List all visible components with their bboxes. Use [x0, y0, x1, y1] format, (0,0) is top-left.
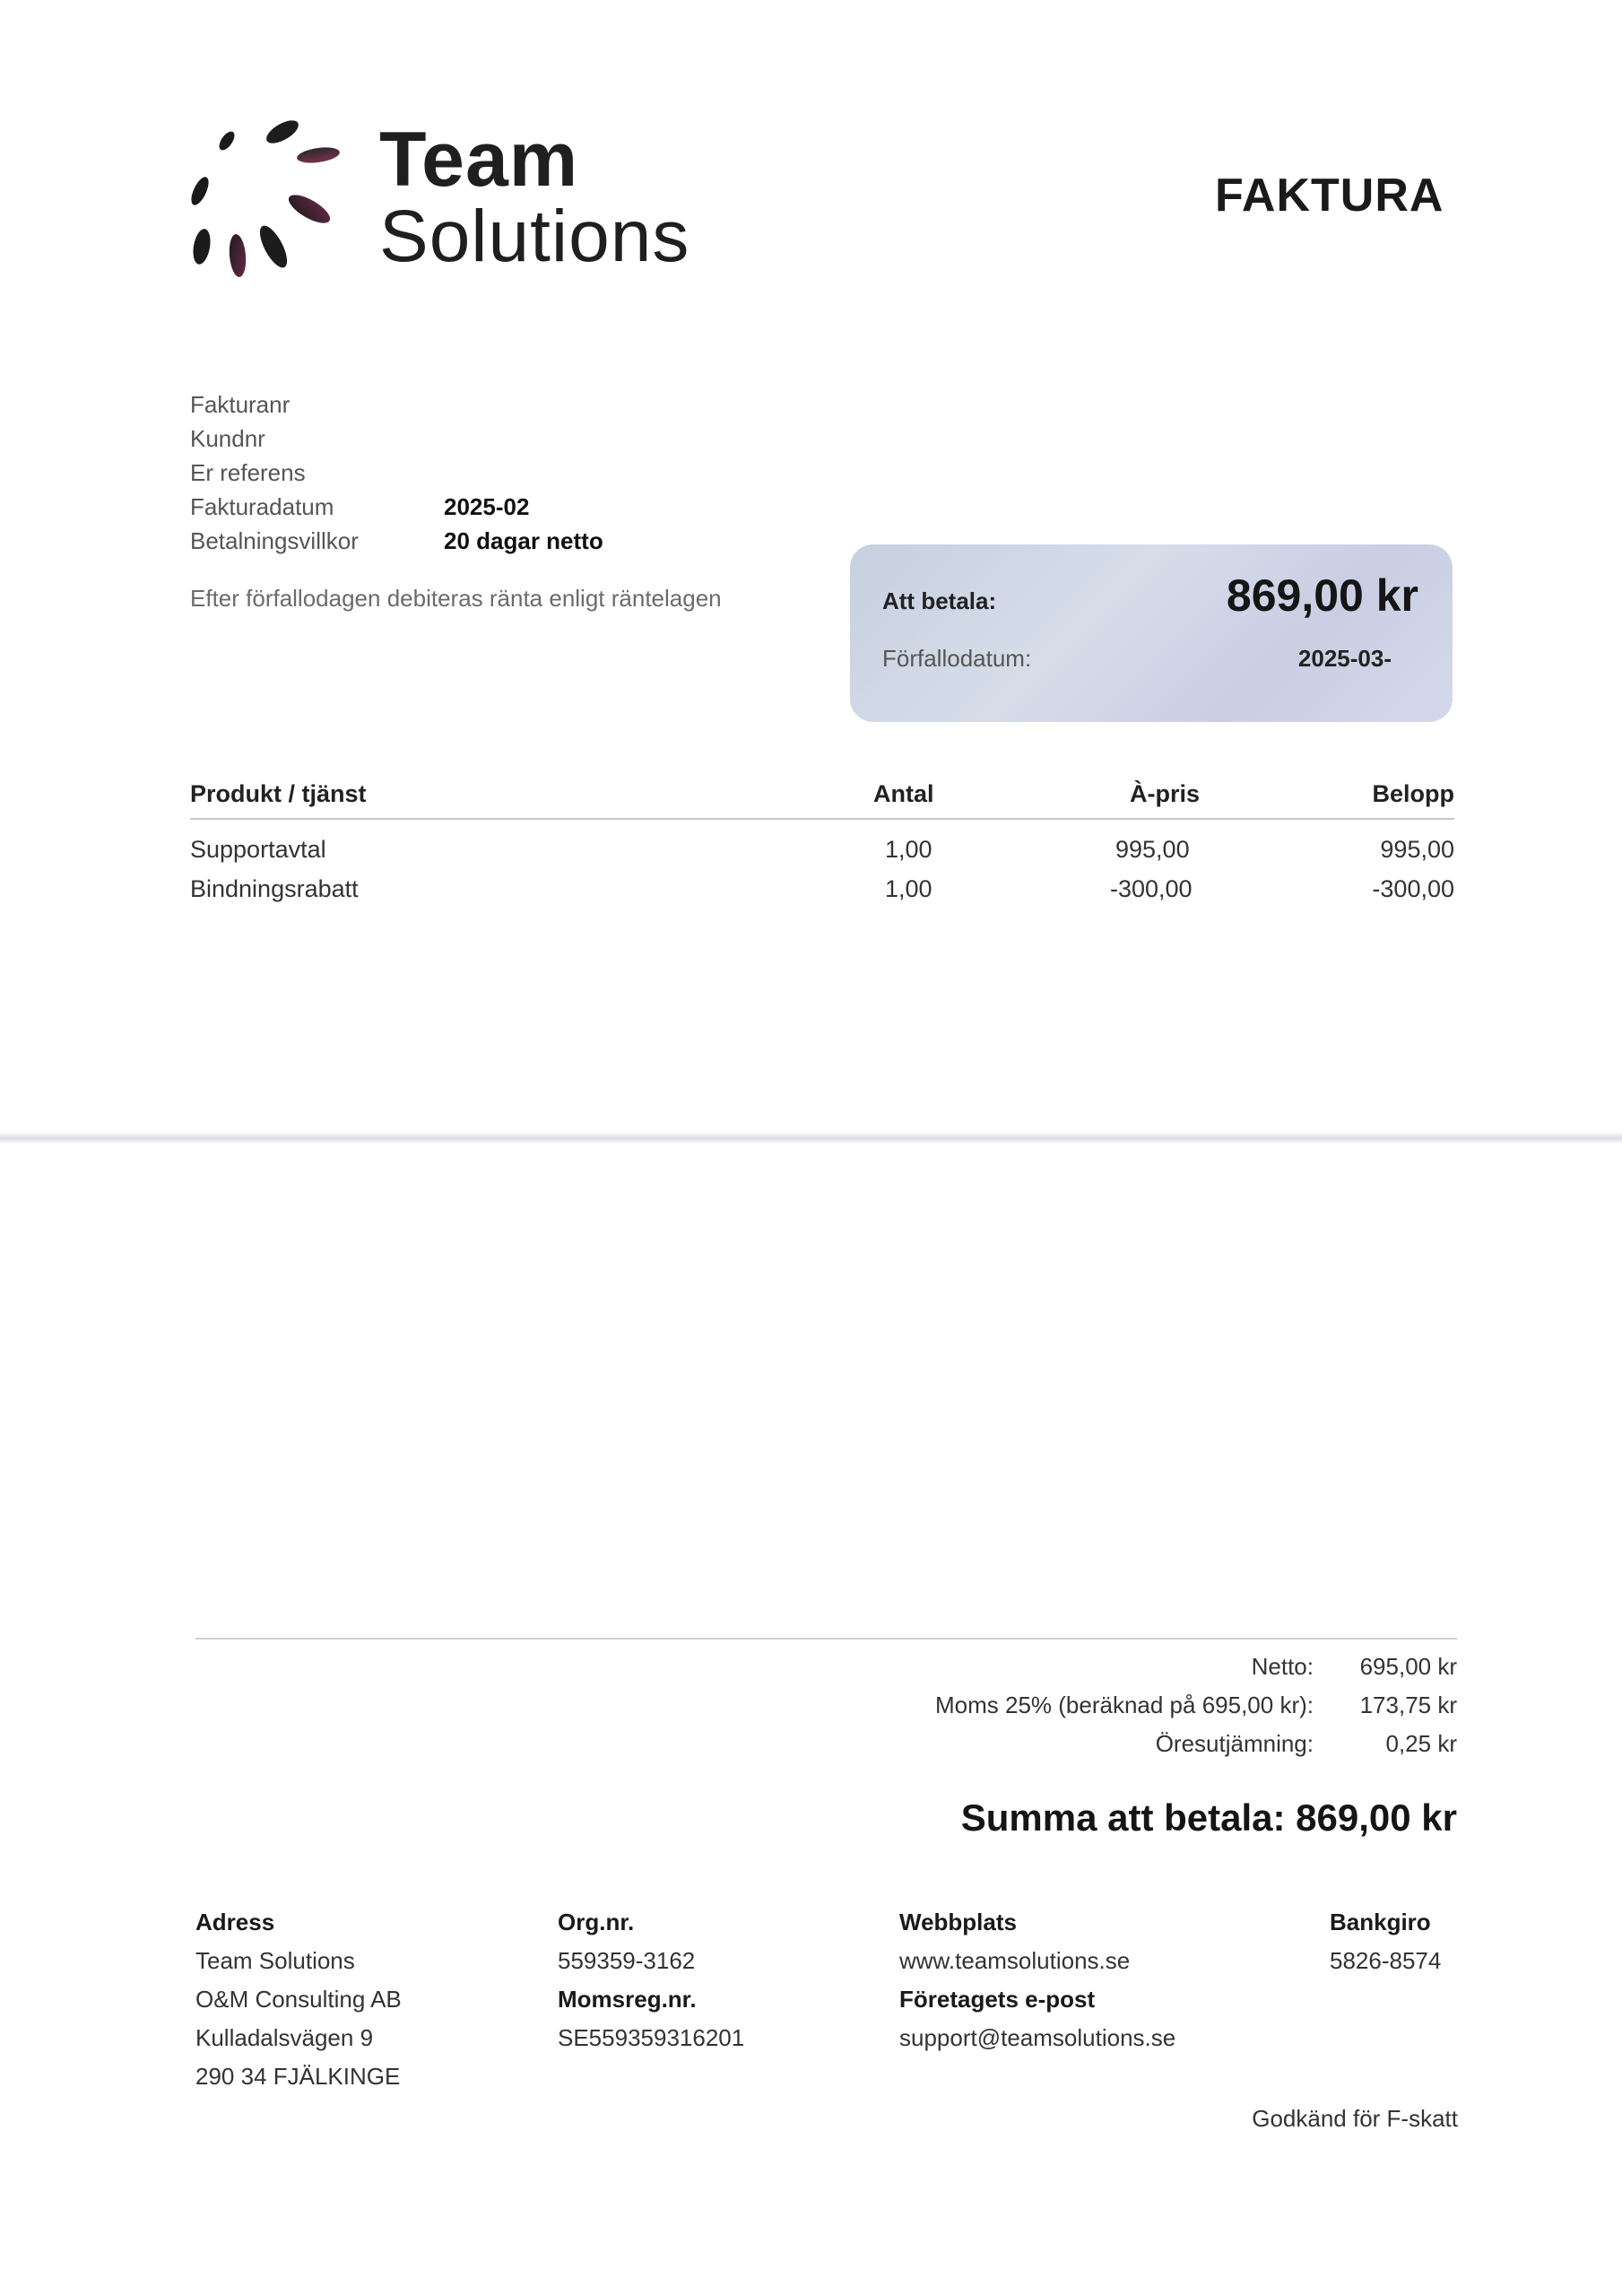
header-divider — [190, 818, 1454, 820]
address-line: O&M Consulting AB — [195, 1986, 402, 2013]
column-header-unit-price: À-pris — [1130, 780, 1201, 807]
logo-word-team: Team — [379, 117, 579, 203]
meta-label: Betalningsvillkor — [190, 527, 359, 554]
grand-total: Summa att betala: 869,00 kr — [960, 1796, 1457, 1839]
due-date-label: Förfallodatum: — [882, 645, 1032, 672]
footer-address — [195, 1903, 402, 2096]
footer-heading: Adress — [195, 1909, 275, 1935]
vat-number: SE559359316201 — [558, 2024, 745, 2051]
total-row-net — [0, 1653, 1457, 1689]
company-logo — [184, 112, 722, 291]
logo-mark-icon — [184, 112, 345, 283]
column-header-product: Produkt / tjänst — [190, 780, 367, 807]
cell-quantity: 1,00 — [885, 875, 932, 902]
total-label: Netto: — [1251, 1653, 1314, 1680]
interest-note: Efter förfallodagen debiteras ränta enligt räntelagen — [190, 585, 722, 612]
total-value: 695,00 kr — [1359, 1653, 1457, 1680]
cell-amount: 995,00 — [1380, 836, 1454, 863]
meta-label: Kundnr — [190, 425, 265, 452]
total-row-vat — [0, 1692, 1457, 1727]
f-tax-approval: Godkänd för F-skatt — [1252, 2105, 1458, 2132]
cell-product: Bindningsrabatt — [190, 875, 359, 902]
cell-product: Supportavtal — [190, 836, 326, 863]
org-number: 559359-3162 — [558, 1947, 696, 1974]
total-label: Moms 25% (beräknad på 695,00 kr): — [935, 1692, 1314, 1718]
logo-word-solutions: Solutions — [379, 196, 690, 277]
document-title: FAKTURA — [1215, 170, 1444, 222]
amount-due-value: 869,00 kr — [1226, 570, 1418, 621]
total-value: 173,75 kr — [1359, 1692, 1457, 1718]
table-row — [190, 836, 1454, 875]
column-header-amount: Belopp — [1372, 780, 1454, 807]
amount-due-box — [850, 544, 1453, 722]
footer-heading: Momsreg.nr. — [558, 1986, 697, 2013]
cell-amount: -300,00 — [1372, 875, 1454, 902]
cell-unit-price: -300,00 — [1110, 875, 1193, 902]
amount-due-label: Att betala: — [882, 587, 997, 614]
meta-row-invoice-date — [190, 490, 692, 524]
footer-heading: Org.nr. — [558, 1909, 635, 1935]
meta-row-payment-terms — [190, 524, 692, 558]
email-link[interactable]: support@teamsolutions.se — [899, 2024, 1176, 2051]
cell-unit-price: 995,00 — [1115, 836, 1190, 863]
footer-org — [558, 1903, 744, 2057]
meta-row-customer-number — [190, 422, 692, 456]
meta-value: 20 dagar netto — [444, 527, 603, 554]
meta-label: Fakturanr — [190, 391, 291, 418]
website-link[interactable]: www.teamsolutions.se — [899, 1947, 1131, 1974]
bankgiro-number: 5826-8574 — [1330, 1947, 1442, 1974]
table-row — [190, 875, 1454, 915]
footer-bank — [1330, 1903, 1441, 1980]
total-value: 0,25 kr — [1385, 1730, 1457, 1757]
cell-quantity: 1,00 — [885, 836, 932, 863]
meta-label: Er referens — [190, 459, 306, 486]
meta-row-invoice-number — [190, 387, 692, 422]
footer-heading: Bankgiro — [1330, 1909, 1431, 1935]
address-line: Team Solutions — [195, 1947, 355, 1974]
totals-divider — [195, 1638, 1457, 1639]
column-header-quantity: Antal — [873, 780, 934, 807]
footer-web — [899, 1903, 1175, 2057]
meta-row-reference — [190, 456, 692, 490]
paper-fold-mark — [0, 1132, 1622, 1144]
due-date-value: 2025-03- — [1297, 645, 1392, 672]
footer-heading: Webbplats — [899, 1909, 1017, 1935]
footer-heading: Företagets e-post — [899, 1986, 1096, 2013]
address-line: 290 34 FJÄLKINGE — [195, 2063, 401, 2090]
meta-label: Fakturadatum — [190, 493, 334, 520]
address-line: Kulladalsvägen 9 — [195, 2024, 374, 2051]
meta-value: 2025-02 — [444, 493, 530, 520]
total-label: Öresutjämning: — [1155, 1730, 1314, 1757]
invoice-meta — [190, 387, 692, 558]
total-row-rounding — [0, 1730, 1457, 1766]
